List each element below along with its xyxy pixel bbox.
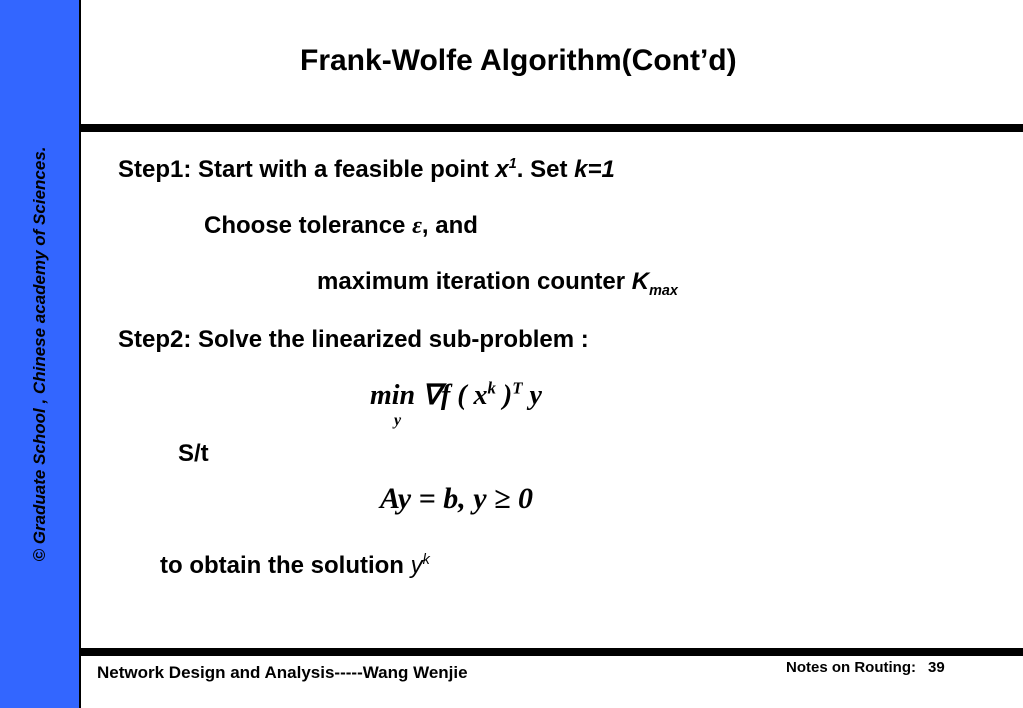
title-divider [81, 124, 1023, 132]
step1-k: k=1 [574, 156, 615, 183]
solution-line [160, 552, 430, 580]
tolerance-text: Choose tolerance [204, 212, 413, 239]
footer-notes [786, 659, 945, 676]
constraint-formula: Ay = b, y ≥ 0 [380, 482, 533, 515]
variable-y: y [529, 380, 542, 411]
step1-point-sup: 1 [508, 156, 517, 172]
slide-title: Frank-Wolfe Algorithm(Cont’d) [300, 44, 737, 77]
footer-course-title: Network Design and Analysis-----Wang Wenjie [97, 663, 468, 682]
gradient-f: ∇f [422, 380, 451, 411]
subject-to-label: S/t [178, 440, 209, 467]
objective-formula [370, 378, 542, 412]
k-superscript: k [487, 378, 496, 398]
maxiter-line [317, 268, 678, 299]
step1-set: . Set [516, 156, 575, 183]
solution-y-sup: k [422, 552, 430, 568]
epsilon-symbol: ε [412, 213, 422, 239]
k-max-sub: max [649, 282, 678, 299]
footer-notes-label: Notes on Routing: [786, 659, 916, 676]
footer-divider [81, 648, 1023, 656]
step1-point: x [495, 156, 509, 183]
maxiter-text: maximum iteration counter [317, 268, 632, 295]
solution-y: y [410, 552, 423, 579]
min-operator: min [370, 380, 416, 411]
solution-text: to obtain the solution [160, 552, 411, 579]
transpose-superscript: T [512, 378, 523, 398]
sidebar [0, 0, 81, 708]
tolerance-line [204, 212, 478, 240]
sidebar-copyright: © Graduate School , Chinese academy of Sciences. [30, 146, 49, 562]
step2-line: Step2: Solve the linearized sub-problem : [118, 326, 589, 353]
close-paren: ) [502, 380, 513, 411]
min-subscript: y [394, 412, 402, 429]
page-number: 39 [927, 659, 945, 676]
k-max-symbol: K [631, 268, 650, 295]
argument-x: ( x [457, 380, 488, 411]
step1-text: Step1: Start with a feasible point [118, 156, 496, 183]
tolerance-suffix: , and [421, 212, 478, 239]
step1-line [118, 156, 615, 184]
